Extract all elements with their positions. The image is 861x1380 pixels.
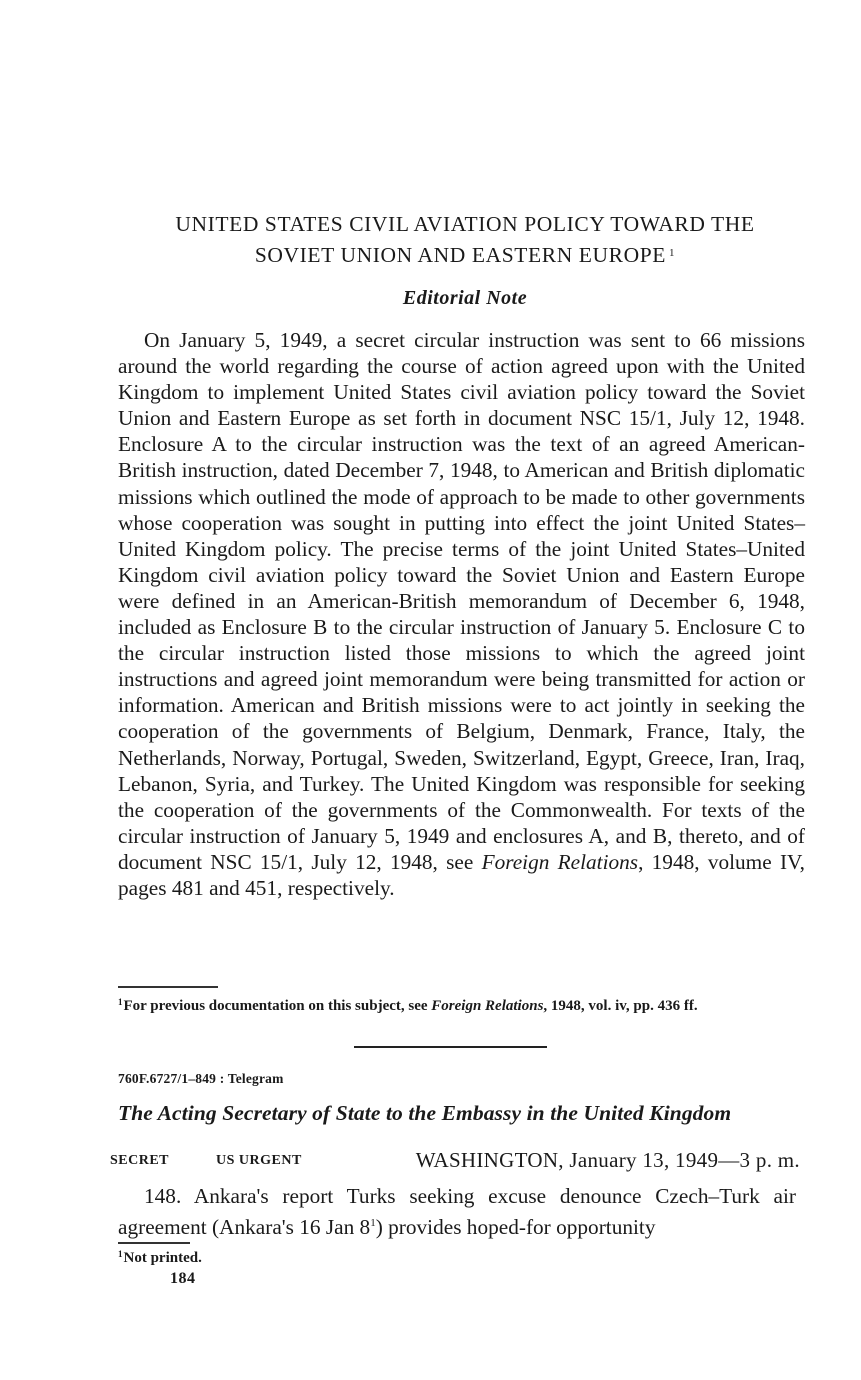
footnote-citation: Foreign Relations xyxy=(431,998,544,1014)
footnote-text: For previous documentation on this subject, see xyxy=(123,998,432,1014)
chapter-title-line-1: UNITED STATES CIVIL AVIATION POLICY TOWARD THE xyxy=(175,212,755,236)
document-heading: The Acting Secretary of State to the Embassy in the United Kingdom xyxy=(118,1101,732,1125)
page-number: 184 xyxy=(170,1270,196,1287)
priority-label: US URGENT xyxy=(216,1153,302,1168)
footnote-text-end: , 1948, vol. iv, pp. 436 ff. xyxy=(543,998,698,1014)
telegram-text-start: 148. Ankara's report Turks seeking excuse denounce Czech–Turk air agreement (Ankara's 16 Jan 8 xyxy=(118,1184,796,1239)
dateline: WASHINGTON, January 13, 1949—3 p. m. xyxy=(415,1148,800,1172)
file-reference: 760F.6727/1–849 : Telegram xyxy=(118,1071,284,1086)
footnote-not-printed xyxy=(118,1246,803,1267)
telegram-footnote-marker: 1 xyxy=(370,1216,376,1229)
editorial-note-text: On January 5, 1949, a secret circular instruction was sent to 66 missions around the world regarding the course of action agreed upon with the United Kingdom to implement United States civil aviation policy toward the Soviet Union and Eastern Europe as set forth in document NSC 15/1, July 12, 1948. Enclosure A to the circular instruction was the text of an agreed American-British instruction, dated December 7, 1948, to American and British diplomatic missions which outlined the mode of approach to be made to other governments whose cooperation was sought in putting into effect the joint United States–United Kingdom policy. The precise terms of the joint United States–United Kingdom civil aviation policy toward the Soviet Union and Eastern Europe were defined in an American-British memorandum of December 6, 1948, included as Enclosure B to the circular instruction of January 5. Enclosure C to the circular instruction listed those missions to which the agreed joint instructions and agreed joint memorandum were being transmitted for action or information. American and British missions were to act jointly in seeking the cooperation of the governments of Belgium, Denmark, France, Italy, the Netherlands, Norway, Portugal, Sweden, Switzerland, Egypt, Greece, Iran, Iraq, Lebanon, Syria, and Turkey. The United Kingdom was responsible for seeking the cooperation of the governments of the Commonwealth. For texts of the circular instruction of January 5, 1949 and enclosures A, and B, thereto, and of document NSC 15/1, July 12, 1948, see xyxy=(118,328,805,874)
section-divider xyxy=(354,1046,547,1048)
footnote-2-text: Not printed. xyxy=(123,1250,202,1266)
title-footnote-marker: 1 xyxy=(669,247,676,259)
footnote-rule-2 xyxy=(118,1242,190,1244)
footnote-rule xyxy=(118,986,218,988)
telegram-text xyxy=(118,1183,796,1240)
footnote-previous-documentation xyxy=(118,994,803,1015)
editorial-note-paragraph xyxy=(118,327,805,901)
chapter-title-line-2: SOVIET UNION AND EASTERN EUROPE xyxy=(254,243,667,267)
telegram-text-end: ) provides hoped-for opportunity xyxy=(375,1214,656,1239)
footnote-2-marker: 1 xyxy=(118,1249,123,1259)
classification-label: SECRET xyxy=(110,1153,170,1168)
footnote-marker: 1 xyxy=(118,997,123,1007)
editorial-note-text-end: , 1948, volume IV, pages 481 and 451, respectively. xyxy=(118,849,805,900)
dateline-row xyxy=(110,1148,800,1176)
chapter-title xyxy=(110,210,820,270)
editorial-note-citation: Foreign Relations xyxy=(481,849,639,874)
editorial-note-heading: Editorial Note xyxy=(402,287,528,309)
